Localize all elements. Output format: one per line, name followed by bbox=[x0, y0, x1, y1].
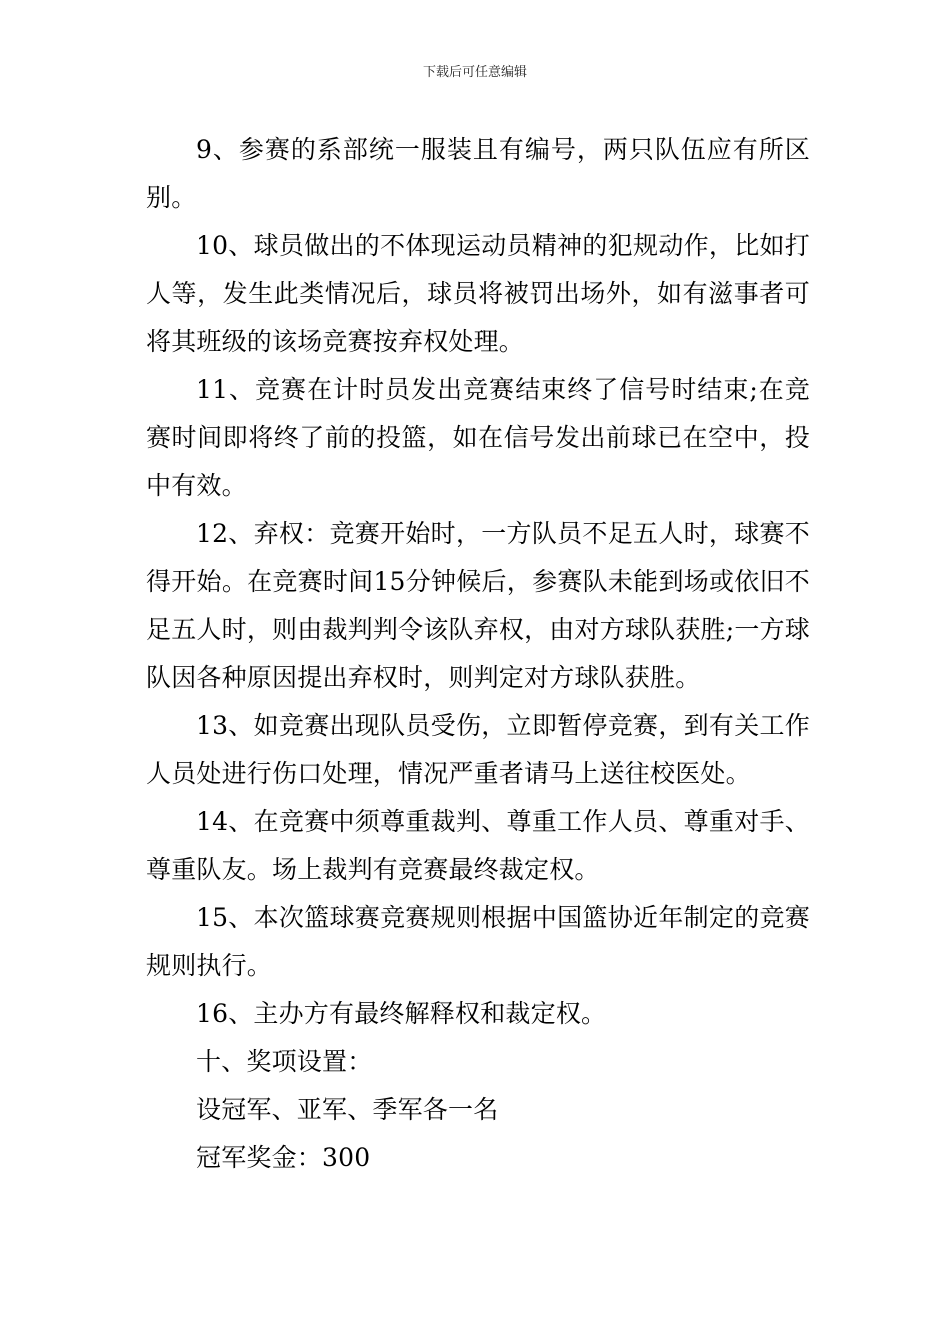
prize-line: 冠军奖金：300 bbox=[196, 1143, 371, 1172]
document-body bbox=[146, 126, 810, 1182]
rule-paragraph-10: 10、球员做出的不体现运动员精神的犯规动作，比如打人等，发生此类情况后，球员将被罚出场外，如有滋事者可将其班级的该场竞赛按弃权处理。 bbox=[146, 231, 810, 356]
page-header: 下载后可任意编辑 bbox=[422, 65, 527, 80]
rule-paragraph-14: 14、在竞赛中须尊重裁判、尊重工作人员、尊重对手、尊重队友。场上裁判有竞赛最终裁定权。 bbox=[146, 807, 810, 884]
awards-line: 设冠军、亚军、季军各一名 bbox=[196, 1095, 499, 1124]
rule-paragraph-11: 11、竞赛在计时员发出竞赛结束终了信号时结束;在竞赛时间即将终了前的投篮，如在信号发出前球已在空中，投中有效。 bbox=[146, 375, 810, 500]
rule-paragraph-16: 16、主办方有最终解释权和裁定权。 bbox=[196, 999, 607, 1028]
rule-paragraph-15: 15、本次篮球赛竞赛规则根据中国篮协近年制定的竞赛规则执行。 bbox=[146, 903, 810, 980]
section-heading-awards: 十、奖项设置： bbox=[196, 1047, 373, 1076]
rule-paragraph-9: 9、参赛的系部统一服装且有编号，两只队伍应有所区别。 bbox=[146, 135, 810, 212]
rule-paragraph-12: 12、弃权：竞赛开始时，一方队员不足五人时，球赛不得开始。在竞赛时间15分钟候后，参赛队未能到场或依旧不足五人时，则由裁判判令该队弃权，由对方球队获胜;一方球队因各种原因提出弃权时，则判定对方球队获胜。 bbox=[146, 519, 810, 692]
rule-paragraph-13: 13、如竞赛出现队员受伤，立即暂停竞赛，到有关工作人员处进行伤口处理，情况严重者请马上送往校医处。 bbox=[146, 711, 810, 788]
